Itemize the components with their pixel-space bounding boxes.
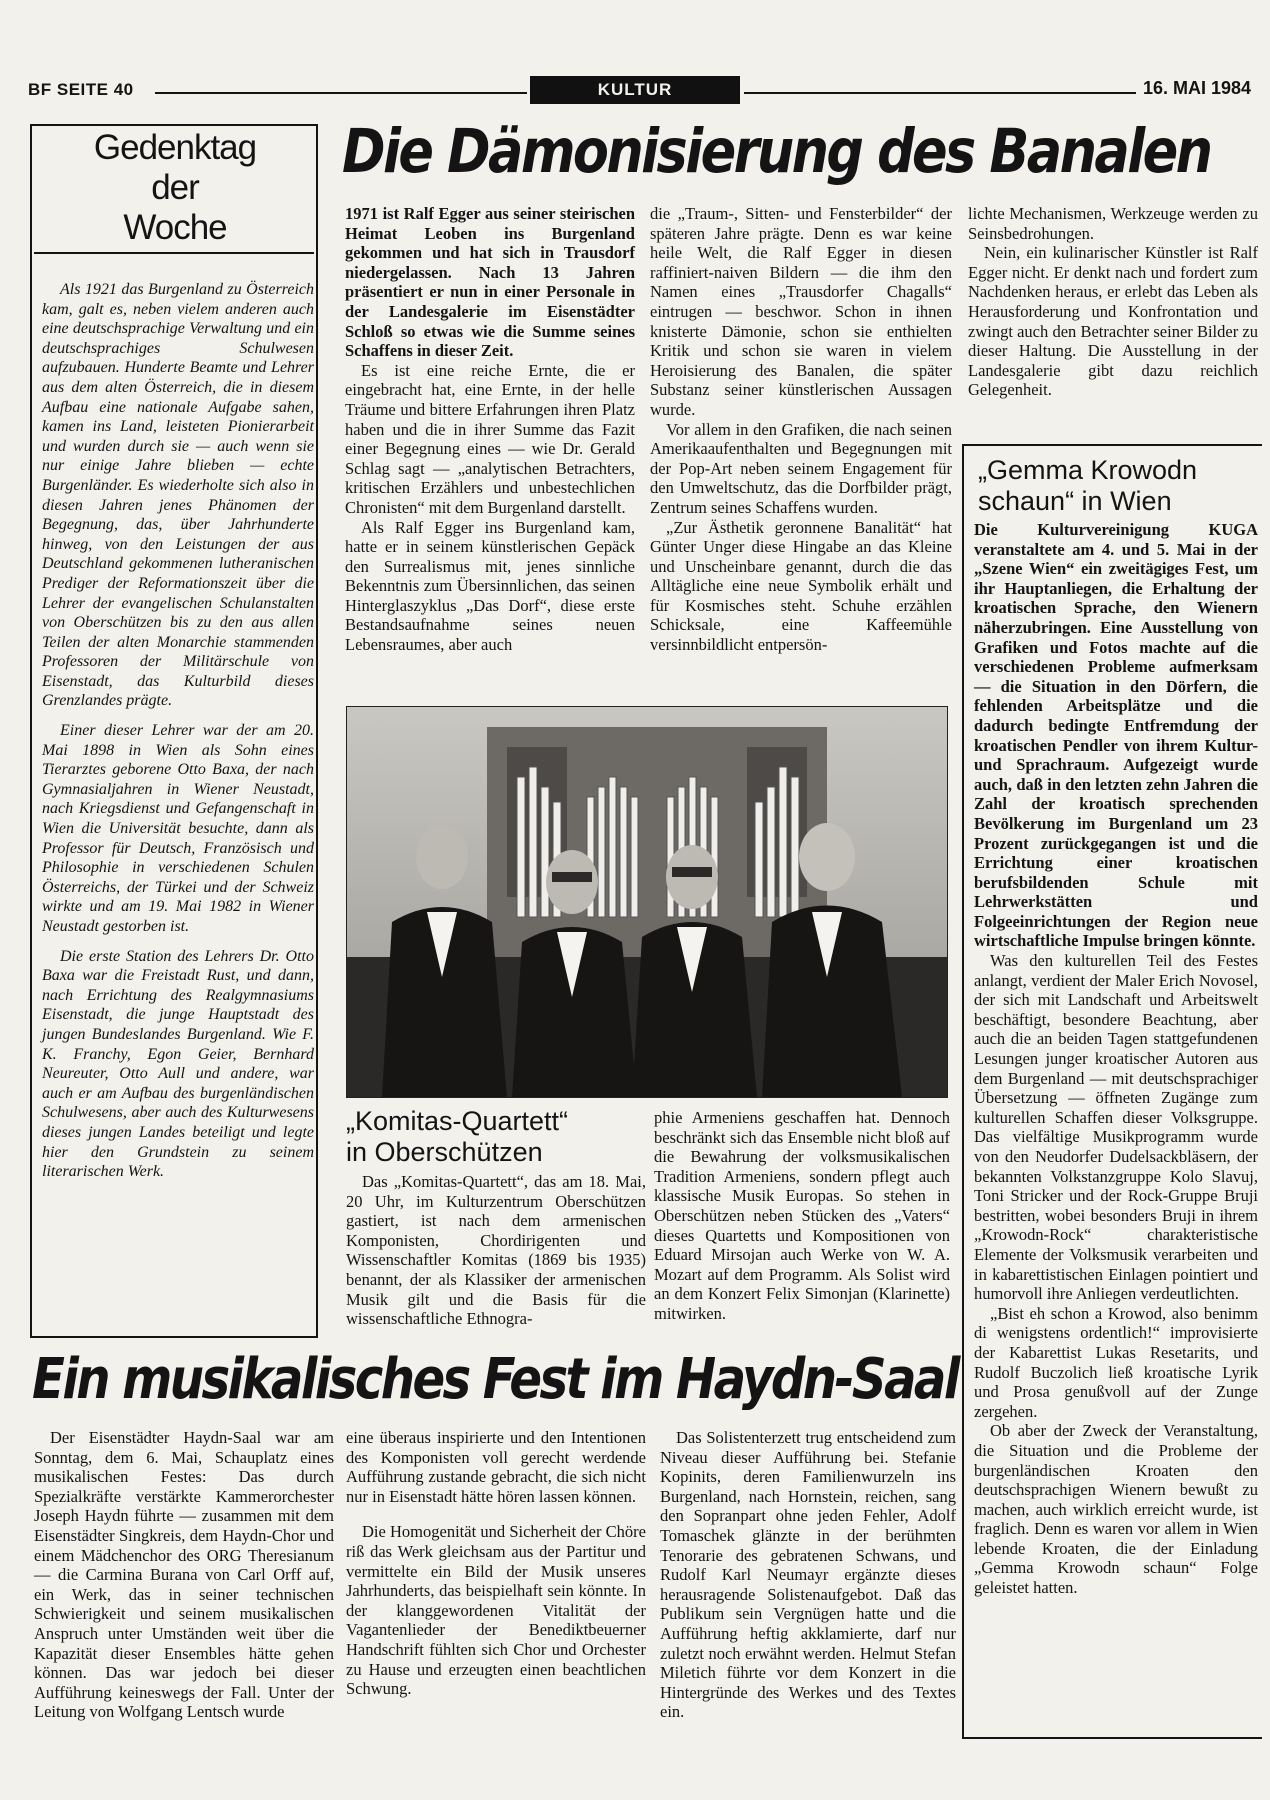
main-headline: Die Dämonisierung des Banalen: [342, 116, 1211, 187]
header-rule-left: [155, 92, 527, 94]
komitas-column-2: [654, 1108, 950, 1324]
gemma-paragraph: Was den kulturellen Teil des Festes anlangt, verdient der Maler Erich Novosel, der sich mit Landschaft und Arbeitswelt beschäftigt, besondere Beachtung, aber auch die an beiden Tagen stattgefundenen Lesungen junger kroatischer Autoren aus dem Burgenland — mit deutschsprachiger Übersetzung — öffneten Zugänge zum kulturellen Schaffen dieser Volksgruppe. Das vielfältige Musikprogramm wurde von den Neudorfer Dudelsackbläsern, der bekannten Volkstanzgruppe Kolo Slavuj, Toni Stricker und der Rock-Gruppe Bruji bestritten, wobei besonders Bruji in ihrem „Krowodn-Rock“ charakteristische Elemente der Volksmusik verarbeiten und in kabarettistischen Einlagen pointiert und humorvoll ihre Anliegen verdeutlichten.: [974, 951, 1258, 1304]
gedenktag-title-line: der: [151, 168, 199, 207]
article-column-3: [968, 204, 1258, 400]
haydn-paragraph: eine überaus inspirierte und den Intentionen des Komponisten voll gerecht werdende Aufführung zustande gebracht, die sich nicht nur in Eisenstadt hätte hören lassen können.: [346, 1428, 646, 1506]
haydn-column-1: [34, 1428, 334, 1722]
gemma-paragraph: „Bist eh schon a Krowod, also benimm di wenigstens ordentlich!“ improvisierte der Kabarettist Lukas Resetarits, und Rudolf Buczolich ließ kroatische Lyrik und Prosa genußvoll auf der Zunge zergehen.: [974, 1303, 1258, 1421]
article-paragraph: Nein, ein kulinarischer Künstler ist Ralf Egger nicht. Er denkt nach und fordert zum Nachdenken heraus, er erlebt das Leben als Herausforderung und Konfrontation und zwingt auch den Betrachter seiner Bilder zu dieser Haltung. Die Ausstellung in der Landesgalerie gibt dazu reichlich Gelegenheit.: [968, 243, 1258, 400]
gemma-title: [978, 455, 1258, 517]
haydn-paragraph: Das Solistenterzett trug entscheidend zum Niveau dieser Aufführung bei. Stefanie Kopinits, deren Familienwurzeln ins Burgenland, nach Hornstein, reichen, sang den Sopranpart ohne jeden Fehler, Adolf Tomaschek glänzte in der berühmten Tenorarie des gebratenen Schwans, und Rudolf Karl Neumayr ergänzte dieses herausragende Solistenaufgebot. Daß das Publikum sein Vergnügen hatte und die Aufführung heftig akklamierte, darf nur zuletzt noch erwähnt werden. Helmut Stefan Miletich führte vor dem Konzert in die Hintergründe des Werkes und des Textes ein.: [660, 1428, 956, 1722]
gemma-text: [974, 520, 1258, 1598]
gedenktag-title-line: Woche: [123, 208, 227, 247]
article-paragraph: Vor allem in den Grafiken, die nach seinen Amerikaaufenthalten und Begegnungen mit der Pop-Art neben seinem Engagement für den Umweltschutz, das die Dorfbilder prägt, Zentrum seines Schaffens wurden.: [650, 419, 952, 517]
haydn-headline: Ein musikalisches Fest im Haydn-Saal: [32, 1347, 958, 1412]
gemma-paragraph: Ob aber der Zweck der Veranstaltung, die Situation und die Probleme der burgenländischen Kroaten den deutschsprachigen Wienern bewußt zu machen, auch wirklich erreicht wurde, ist fraglich. Denn es waren vor allem in Wien lebende Kroaten, die der Einladung „Gemma Krowodn schaun“ Folge geleistet hatten.: [974, 1421, 1258, 1598]
gemma-title-line: „Gemma Krowodn: [978, 455, 1198, 485]
haydn-paragraph: Die Homogenität und Sicherheit der Chöre riß das Werk gleichsam aus der Partitur und vermittelte ein Bild der Musik unseres Jahrhunderts, das beispielhaft sein könnte. In der klanggewordenen Vitalität der Vagantenlieder der Benediktbeuerner Handschrift fühlten sich Chor und Orchester zu Hause und erzeugten einen beachtlichen Schwung.: [346, 1522, 646, 1699]
gedenktag-title: [30, 128, 320, 248]
komitas-title-line: „Komitas-Quartett“: [346, 1106, 569, 1136]
gedenktag-title-line: Gedenktag: [93, 128, 257, 167]
komitas-title-line: in Oberschützen: [346, 1137, 543, 1167]
article-column-2: [650, 204, 952, 655]
article-paragraph: lichte Mechanismen, Werkzeuge werden zu Seinsbedrohungen.: [968, 204, 1258, 243]
gemma-paragraph: Die Kulturvereinigung KUGA veranstaltete am 4. und 5. Mai in der „Szene Wien“ ein zweitägiges Fest, um ihr Hauptanliegen, die Erhaltung der kroatischen Sprache, den Wienern näherzubringen. Eine Ausstellung von Grafiken und Fotos machte auf die verschiedenen Probleme aufmerksam — die Situation in den Dörfern, die fehlenden Arbeitsplätze und die dadurch bedingte Entfremdung der kroatischen Pendler von ihrem Kultur- und Sprachraum. Aufgezeigt wurde auch, daß in den letzten zehn Jahren die Zahl der kroatisch sprechenden Bevölkerung im Burgenland um 23 Prozent zurückgegangen ist und die Errichtung einer kroatischen berufsbildenden Schule mit Lehrwerkstätten und Folgeeinrichtungen der Region neue wirtschaftliche Impulse bringen könnte.: [974, 520, 1258, 951]
haydn-paragraph: Der Eisenstädter Haydn-Saal war am Sonntag, dem 6. Mai, Schauplatz eines musikalischen Festes: Das durch Spezialkräfte verstärkte Kammerorchester Joseph Haydn führte — zusammen mit dem Eisenstädter Singkreis, dem Haydn-Chor und einem Mädchenchor des ORG Theresianum — die Carmina Burana von Carl Orff auf, ein Werk, das in seiner technischen Schwierigkeit und seinem musikalischen Anspruch unter Umständen weit über die Kapazität dieser Ensembles hätte gehen können. Das war jedoch bei dieser Aufführung keineswegs der Fall. Unter der Leitung von Wolfgang Lentsch wurde: [34, 1428, 334, 1722]
haydn-column-2: [346, 1428, 646, 1699]
gedenktag-paragraph: Die erste Station des Lehrers Dr. Otto Baxa war die Freistadt Rust, und dann, nach Errichtung des Realgymnasiums Eisenstadt, die junge Hauptstadt des jungen Bundeslandes Burgenland. Wie F. K. Franchy, Egon Geier, Bernhard Neureuter, Otto Aull und andere, war auch er am Aufbau des burgenländischen Schulwesens, aber auch des Kulturwesens dieses jungen Landes beteiligt und legte hier den Grundstein zu seinem literarischen Werk.: [42, 947, 314, 1181]
gemma-title-line: schaun“ in Wien: [978, 486, 1172, 516]
article-paragraph: Es ist eine reiche Ernte, die er eingebracht hat, eine Ernte, in der helle Träume und bittere Erfahrungen ihren Platz haben und die in ihrer Summe das Fazit einer Begegnung eines — wie Dr. Gerald Schlag sagt — „analytischen Betrachters, kritischen Erzählers und unbestechlichen Chronisten“ mit dem Burgenland darstellt.: [345, 360, 635, 517]
gedenktag-paragraph: Einer dieser Lehrer war der am 20. Mai 1898 in Wien als Sohn eines Tierarztes geborene Otto Baxa, der nach Gymnasialjahren in Wiener Neustadt, nach Kriegsdienst und Gefangenschaft in Wien die Universität besuchte, dann als Professor für Deutsch, Französisch und Philosophie in verschiedenen Schulen Österreichs, der Türkei und der Schweiz wirkte und am 19. Mai 1982 in Wiener Neustadt gestorben ist.: [42, 722, 314, 935]
komitas-paragraph: Das „Komitas-Quartett“, das am 18. Mai, 20 Uhr, im Kulturzentrum Oberschützen gastiert, ist nach dem armenischen Komponisten, Chordirigenten und Wissenschaftler Komitas (1869 bis 1935) benannt, der als Klassiker der armenischen Musik gilt und die Basis für die wissenschaftliche Ethnogra-: [346, 1172, 646, 1329]
haydn-column-3: [660, 1428, 956, 1722]
komitas-column-1: [346, 1172, 646, 1329]
komitas-title: [346, 1106, 646, 1168]
gedenktag-paragraph: Als 1921 das Burgenland zu Österreich kam, galt es, neben vielem anderen auch eine deutschsprachige Verwaltung und ein deutschsprachiges Schulwesen aufzubauen. Hunderte Beamte und Lehrer aus dem alten Österreich, die in diesem Aufbau eine nationale Aufgabe sahen, kamen ins Land, leisteten Pionierarbeit und wurden durch sie — auch wenn sie nur einige Jahre blieben — echte Burgenländer. Es wiederholte sich also in diesen Jahren jenes Phänomen der Begegnung, das, über Jahrhunderte hinweg, von den Leistungen der aus Deutschland gekommenen lutheranischen Prediger der Reformationszeit über die Lehrer der evangelischen Schulanstalten von Oberschützen bis zu den aus allen Teilen der alten Monarchie stammenden Professoren der Militärschule von Eisenstadt, das Kulturbild dieses Grenzlandes prägte.: [42, 281, 314, 710]
article-paragraph: die „Traum-, Sitten- und Fensterbilder“ der späteren Jahre prägte. Denn es war keine heile Welt, die Ralf Egger in diesen raffiniert-naiven Bildern — die ihm den Namen eines „Trausdorfer Chagalls“ eintrugen — beschwor. Schon in ihnen knisterte Dämonie, schon sie enthielten Kritik und schon sie waren in vielem Heroisierung des Banalen, die später Substanz seiner künstlerischen Aussagen wurde.: [650, 204, 952, 419]
header-rule-right: [744, 92, 1136, 94]
quartet-photo: [346, 706, 948, 1098]
page-number: BF SEITE 40: [28, 80, 134, 99]
komitas-paragraph: phie Armeniens geschaffen hat. Dennoch beschränkt sich das Ensemble nicht bloß auf die Bewahrung der volksmusikalischen Tradition Armeniens, sondern pflegt auch klassische Musik Europas. So stehen in Oberschützen neben Stücken des „Vaters“ dieses Quartetts und Kompositionen von Eduard Mirsojan auch Werke von W. A. Mozart auf dem Programm. Als Solist wird an dem Konzert Felix Simonjan (Klarinette) mitwirken.: [654, 1108, 950, 1323]
gedenktag-title-rule: [34, 252, 314, 254]
article-paragraph: Als Ralf Egger ins Burgenland kam, hatte er in seinem künstlerischen Gepäck den Surrealismus mit, jenes sinnliche Bekenntnis zum Übersinnlichen, das seinen Hinterglaszyklus „Das Dorf“, diese erste Bestandsaufnahme seines neuen Lebensraumes, aber auch: [345, 517, 635, 655]
section-label: KULTUR: [530, 76, 740, 104]
article-paragraph: „Zur Ästhetik geronnene Banalität“ hat Günter Unger diese Hingabe an das Kleine und Unscheinbare genannt, durch die das Alltägliche eine neue Symbolik erhält und für Kosmisches steht. Schuhe erzählen Schicksale, eine Kaffeemühle versinnbildlicht entpersön-: [650, 517, 952, 655]
article-lead: 1971 ist Ralf Egger aus seiner steirischen Heimat Leoben ins Burgenland gekommen und hat sich in Trausdorf niedergelassen. Nach 13 Jahren präsentiert er nun in einer Personale in der Landesgalerie im Eisenstädter Schloß so etwas wie die Summe seines Schaffens in dieser Zeit.: [345, 204, 635, 361]
article-column-1: [345, 204, 635, 655]
quartet-photo-illustration: [347, 707, 947, 1097]
gedenktag-text: [42, 280, 314, 1192]
issue-date: 16. MAI 1984: [1143, 78, 1252, 98]
